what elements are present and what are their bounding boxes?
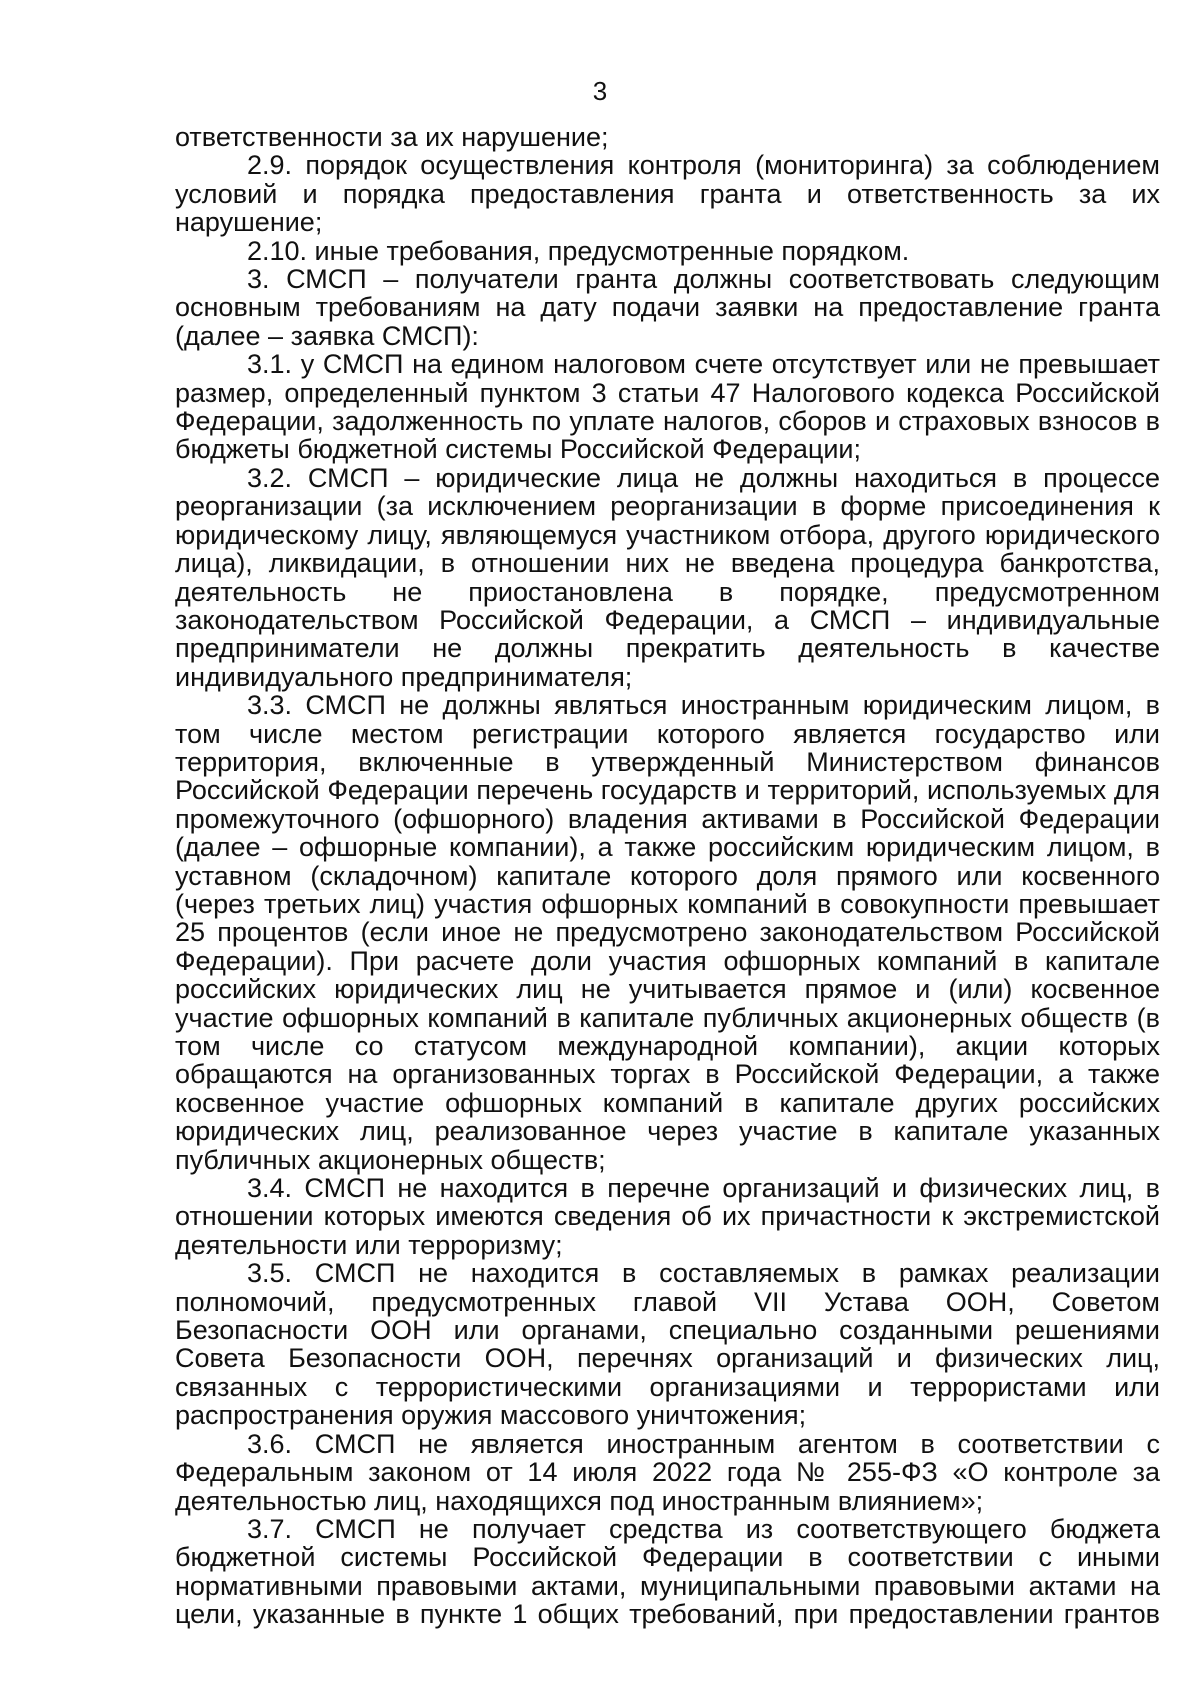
paragraph-2-9: 2.9. порядок осуществления контроля (мониторинга) за соблюдением условий и порядка предоставления гранта и ответственность за их нарушение;	[175, 150, 1160, 238]
page-number: 3	[592, 76, 608, 106]
paragraph-3-2: 3.2. СМСП – юридические лица не должны находиться в процессе реорганизации (за исключением реорганизации в форме присоединения к юридическому лицу, являющемуся участником отбора, другого юридического лица), ликвидации, в отношении них не введена процедура банкротства, деятельность не приостановлена в порядке, предусмотренном законодательством Российской Федерации, а СМСП – индивидуальные предприниматели не должны прекратить деятельность в качестве индивидуального предпринимателя;	[175, 462, 1160, 692]
paragraph-3-1: 3.1. у СМСП на едином налоговом счете отсутствует или не превышает размер, определенный пунктом 3 статьи 47 Налогового кодекса Российской Федерации, задолженность по уплате налогов, сборов и страховых взносов в бюджеты бюджетной системы Российской Федерации;	[175, 349, 1160, 465]
paragraph-3-6: 3.6. СМСП не является иностранным агентом в соответствии с Федеральным законом от 14 июля 2022 года № 255-ФЗ «О контроле за деятельностью лиц, находящихся под иностранным влиянием»;	[175, 1428, 1160, 1516]
paragraph-3-7: 3.7. СМСП не получает средства из соответствующего бюджета бюджетной системы Российской Федерации в соответствии с иными нормативными правовыми актами, муниципальными правовыми актами на цели, указанные в пункте 1 общих требований, при предоставлении грантов	[175, 1513, 1160, 1630]
paragraph-3: 3. СМСП – получатели гранта должны соответствовать следующим основным требованиям на дату подачи заявки на предоставление гранта (далее – заявка СМСП):	[175, 264, 1160, 351]
paragraph-2-8-tail: ответственности за их нарушение;	[175, 122, 609, 152]
document-body	[175, 123, 1160, 1629]
paragraph-3-4: 3.4. СМСП не находится в перечне организаций и физических лиц, в отношении которых имеются сведения об их причастности к экстремистской деятельности или терроризму;	[175, 1173, 1160, 1260]
paragraph-2-10: 2.10. иные требования, предусмотренные порядком.	[247, 235, 910, 266]
paragraph-3-3: 3.3. СМСП не должны являться иностранным юридическим лицом, в том числе местом регистрации которого является государство или территория, включенные в утвержденный Министерством финансов Российской Федерации перечень государств и территорий, используемых для промежуточного (офшорного) владения активами в Российской Федерации (далее – офшорные компании), а также российским юридическим лицом, в уставном (складочном) капитале которого доля прямого или косвенного (через третьих лиц) участия офшорных компаний в совокупности превышает 25 процентов (если иное не предусмотрено законодательством Российской Федерации). При расчете доли участия офшорных компаний в капитале российских юридических лиц не учитывается прямое и (или) косвенное участие офшорных компаний в капитале публичных акционерных обществ (в том числе со статусом международной компании), акции которых обращаются на организованных торгах в Российской Федерации, а также косвенное участие офшорных компаний в капитале других российских юридических лиц, реализованное через участие в капитале указанных публичных акционерных обществ;	[175, 690, 1160, 1175]
paragraph-3-5: 3.5. СМСП не находится в составляемых в рамках реализации полномочий, предусмотренных главой VII Устава ООН, Советом Безопасности ООН или органами, специально созданными решениями Совета Безопасности ООН, перечнях организаций и физических лиц, связанных с террористическими организациями и террористами или распространения оружия массового уничтожения;	[175, 1258, 1160, 1431]
